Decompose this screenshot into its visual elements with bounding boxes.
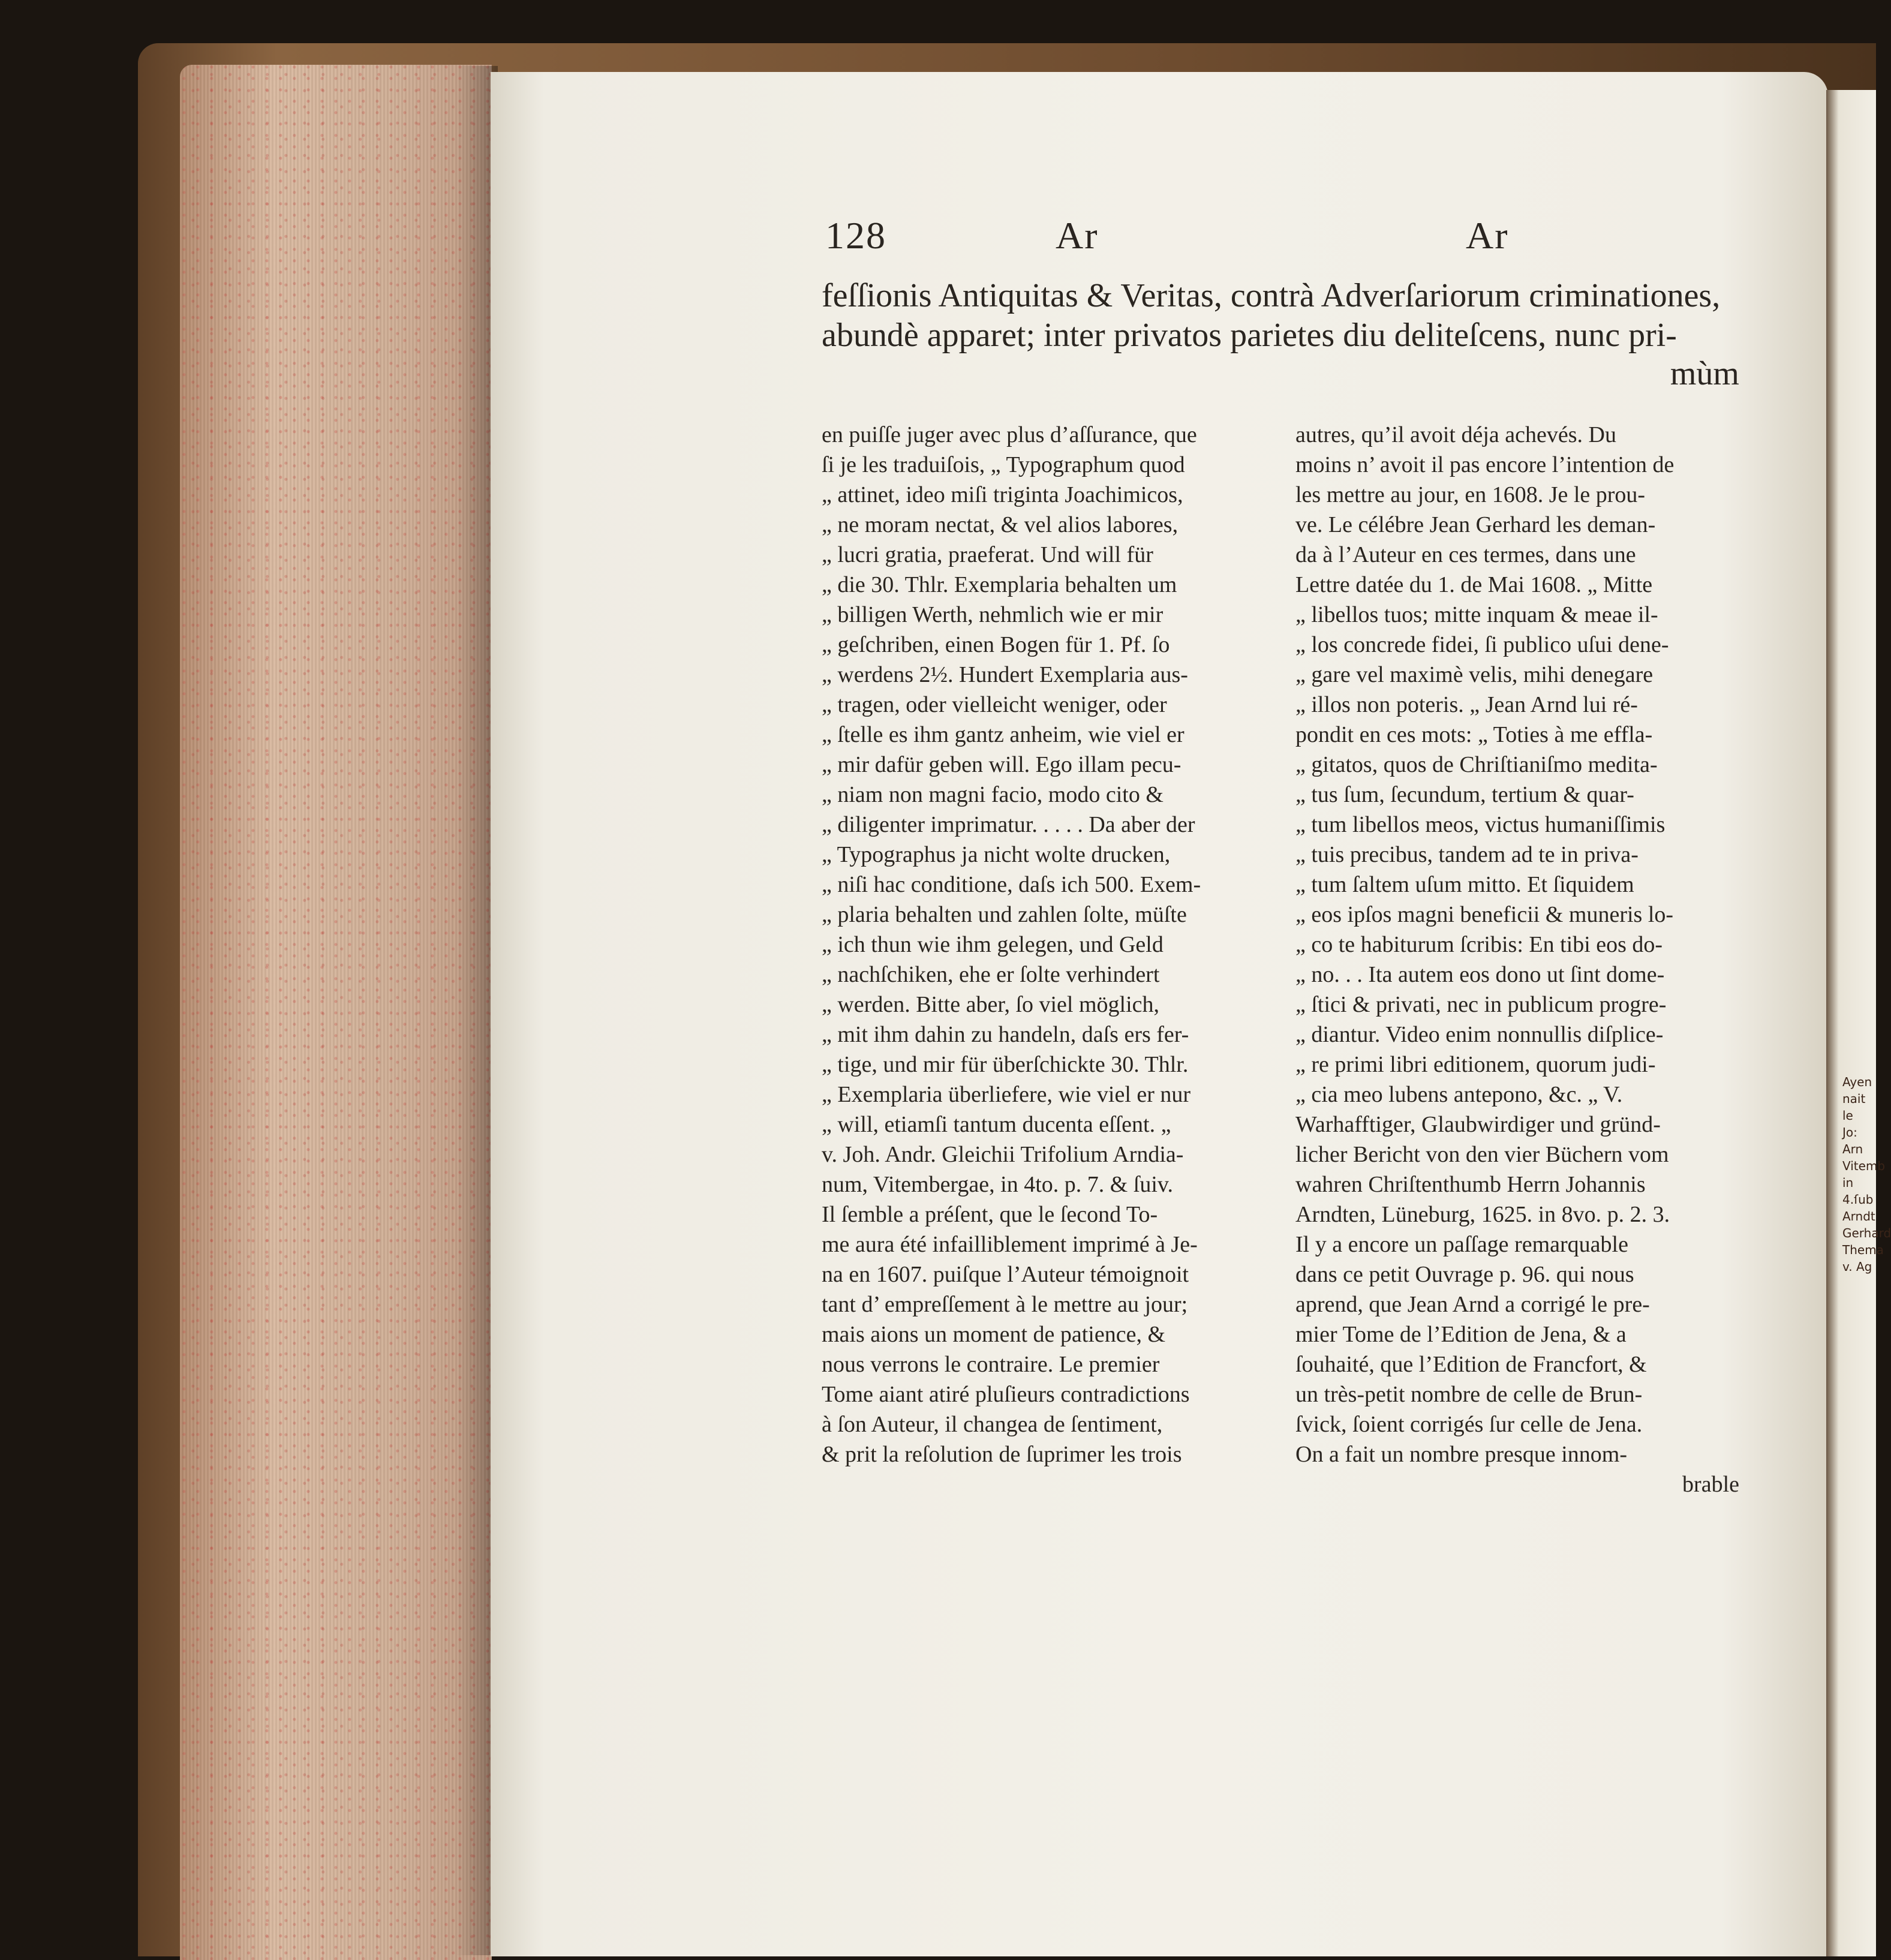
text-line: „ re primi libri editionem, quorum judi-: [1295, 1052, 1656, 1077]
text-line: „ co te habiturum ſcribis: En tibi eos do-: [1295, 932, 1663, 957]
text-line: „ tuis precibus, tandem ad te in priva-: [1295, 842, 1639, 867]
text-line: „ ſtici & privati, nec in publicum progre-: [1295, 992, 1667, 1017]
text-line: „ Exemplaria überliefere, wie viel er nur: [822, 1082, 1191, 1107]
text-line: „ will, etiamſi tantum ducenta eſſent. „: [822, 1112, 1171, 1137]
text-line: Il ſemble a préſent, que le ſecond To-: [822, 1202, 1158, 1227]
text-line: autres, qu’il avoit déja achevés. Du: [1295, 422, 1616, 447]
text-line: nous verrons le contraire. Le premier: [822, 1352, 1160, 1377]
text-line: „ werden. Bitte aber, ſo viel möglich,: [822, 992, 1160, 1017]
margin-note-line: Thema: [1842, 1243, 1884, 1257]
margin-note-line: Ayen: [1842, 1075, 1872, 1089]
text-line: „ niam non magni facio, modo cito &: [822, 782, 1164, 807]
facing-page-edge: [1826, 90, 1891, 1956]
text-line: „ diantur. Video enim nonnullis diſplice-: [1295, 1022, 1664, 1047]
text-line: Lettre datée du 1. de Mai 1608. „ Mitte: [1295, 572, 1653, 597]
text-line: On a fait un nombre presque innom-: [1295, 1442, 1627, 1467]
text-line: v. Joh. Andr. Gleichii Trifolium Arndia-: [822, 1142, 1184, 1167]
text-line: moins n’ avoit il pas encore l’intention de: [1295, 452, 1674, 477]
text-line: mier Tome de l’Edition de Jena, & a: [1295, 1322, 1627, 1347]
text-line: „ gitatos, quos de Chriſtianiſmo medita-: [1295, 752, 1658, 777]
text-line: „ los concrede fidei, ſi publico uſui dene-: [1295, 632, 1669, 657]
text-line: „ ſtelle es ihm gantz anheim, wie viel er: [822, 722, 1184, 747]
text-line: en puiſſe juger avec plus d’aſſurance, que: [822, 422, 1197, 447]
text-line: Il y a encore un paſſage remarquable: [1295, 1232, 1628, 1257]
margin-note-line: Arndt: [1842, 1209, 1875, 1224]
text-line: „ niſi hac conditione, daſs ich 500. Exem-: [822, 872, 1201, 897]
text-line: pondit en ces mots: „ Toties à me effla-: [1295, 722, 1653, 747]
margin-note-line: Gerhard: [1842, 1226, 1891, 1240]
text-line: „ geſchriben, einen Bogen für 1. Pf. ſo: [822, 632, 1170, 657]
text-line: „ ne moram nectat, & vel alios labores,: [822, 512, 1179, 537]
text-line: aprend, que Jean Arnd a corrigé le pre-: [1295, 1292, 1650, 1317]
text-line: „ illos non poteris. „ Jean Arnd lui ré-: [1295, 692, 1638, 717]
margin-note-line: Jo: Arn: [1842, 1125, 1863, 1156]
text-line: „ tus ſum, ſecundum, tertium & quar-: [1295, 782, 1634, 807]
text-line: „ plaria behalten und zahlen ſolte, müſte: [822, 902, 1187, 927]
text-line: „ tum libellos meos, victus humaniſſimis: [1295, 812, 1665, 837]
text-line: ſouhaité, que l’Edition de Francfort, &: [1295, 1352, 1647, 1377]
page-number: 128: [825, 214, 886, 257]
text-line: ſvick, ſoient corrigés ſur celle de Jena.: [1295, 1412, 1643, 1437]
right-text-column: [1295, 420, 1739, 1499]
text-line: les mettre au jour, en 1608. Je le prou-: [1295, 482, 1646, 507]
text-line: dans ce petit Ouvrage p. 96. qui nous: [1295, 1262, 1634, 1287]
text-line: „ attinet, ideo miſi triginta Joachimicos,: [822, 482, 1183, 507]
text-line: „ no. . . Ita autem eos dono ut ſint dome-: [1295, 962, 1665, 987]
text-line: „ billigen Werth, nehmlich wie er mir: [822, 602, 1164, 627]
text-line: à ſon Auteur, il changea de ſentiment,: [822, 1412, 1163, 1437]
headline-line: feſſionis Antiquitas & Veritas, contrà Adverſariorum criminationes,: [822, 277, 1721, 314]
text-line: mais aions un moment de patience, &: [822, 1322, 1166, 1347]
text-line: „ werdens 2½. Hundert Exemplaria aus-: [822, 662, 1188, 687]
text-line: num, Vitembergae, in 4to. p. 7. & ſuiv.: [822, 1172, 1173, 1197]
text-line: brable: [1682, 1472, 1739, 1497]
text-line: „ mit ihm dahin zu handeln, daſs ers fer-: [822, 1022, 1189, 1047]
text-line: Warhafftiger, Glaubwirdiger und gründ-: [1295, 1112, 1661, 1137]
text-line: me aura été infailliblement imprimé à Je-: [822, 1232, 1198, 1257]
text-line: „ libellos tuos; mitte inquam & meae il-: [1295, 602, 1658, 627]
text-line: licher Bericht von den vier Büchern vom: [1295, 1142, 1669, 1167]
text-line: da à l’Auteur en ces termes, dans une: [1295, 542, 1636, 567]
text-line: „ nachſchiken, ehe er ſolte verhindert: [822, 962, 1160, 987]
text-line: & prit la reſolution de ſuprimer les trois: [822, 1442, 1182, 1467]
margin-notes: [1842, 1074, 1891, 1275]
text-line: „ tige, und mir für überſchickte 30. Thlr.: [822, 1052, 1189, 1077]
text-line: wahren Chriſtenthumb Herrn Johannis: [1295, 1172, 1646, 1197]
headline-line: mùm: [1670, 355, 1739, 392]
text-line: „ mir dafür geben will. Ego illam pecu-: [822, 752, 1182, 777]
headline-line: abundè apparet; inter privatos parietes diu deliteſcens, nunc pri-: [822, 317, 1677, 354]
left-text-column: [822, 420, 1265, 1469]
text-line: „ diligenter imprimatur. . . . . Da aber der: [822, 812, 1195, 837]
text-line: „ ich thun wie ihm gelegen, und Geld: [822, 932, 1164, 957]
text-line: ſi je les traduiſois, „ Typographum quod: [822, 452, 1185, 477]
text-line: tant d’ empreſſement à le mettre au jour;: [822, 1292, 1188, 1317]
text-line: na en 1607. puiſque l’Auteur témoignoit: [822, 1262, 1189, 1287]
text-line: ve. Le célébre Jean Gerhard les deman-: [1295, 512, 1656, 537]
margin-note-line: nait le: [1842, 1092, 1866, 1123]
text-line: „ Typographus ja nicht wolte drucken,: [822, 842, 1171, 867]
text-line: „ cia meo lubens antepono, &c. „ V.: [1295, 1082, 1623, 1107]
text-line: un très-petit nombre de celle de Brun-: [1295, 1382, 1643, 1407]
text-line: „ eos ipſos magni beneficii & muneris lo-: [1295, 902, 1674, 927]
text-line: „ tragen, oder vielleicht weniger, oder: [822, 692, 1167, 717]
text-line: „ tum ſaltem uſum mitto. Et ſiquidem: [1295, 872, 1634, 897]
text-line: „ lucri gratia, praeferat. Und will für: [822, 542, 1153, 567]
page-block-edge: [180, 65, 492, 1960]
running-head-left: Ar: [1056, 214, 1099, 257]
text-line: Tome aiant atiré pluſieurs contradictions: [822, 1382, 1190, 1407]
text-line: „ gare vel maximè velis, mihi denegare: [1295, 662, 1654, 687]
margin-note-line: in 4.ſub: [1842, 1176, 1874, 1207]
text-line: Arndten, Lüneburg, 1625. in 8vo. p. 2. 3.: [1295, 1202, 1670, 1227]
margin-note-line: Vitemb: [1842, 1159, 1886, 1173]
running-head-right: Ar: [1466, 214, 1509, 257]
margin-note-line: v. Ag: [1842, 1259, 1872, 1274]
text-line: „ die 30. Thlr. Exemplaria behalten um: [822, 572, 1177, 597]
